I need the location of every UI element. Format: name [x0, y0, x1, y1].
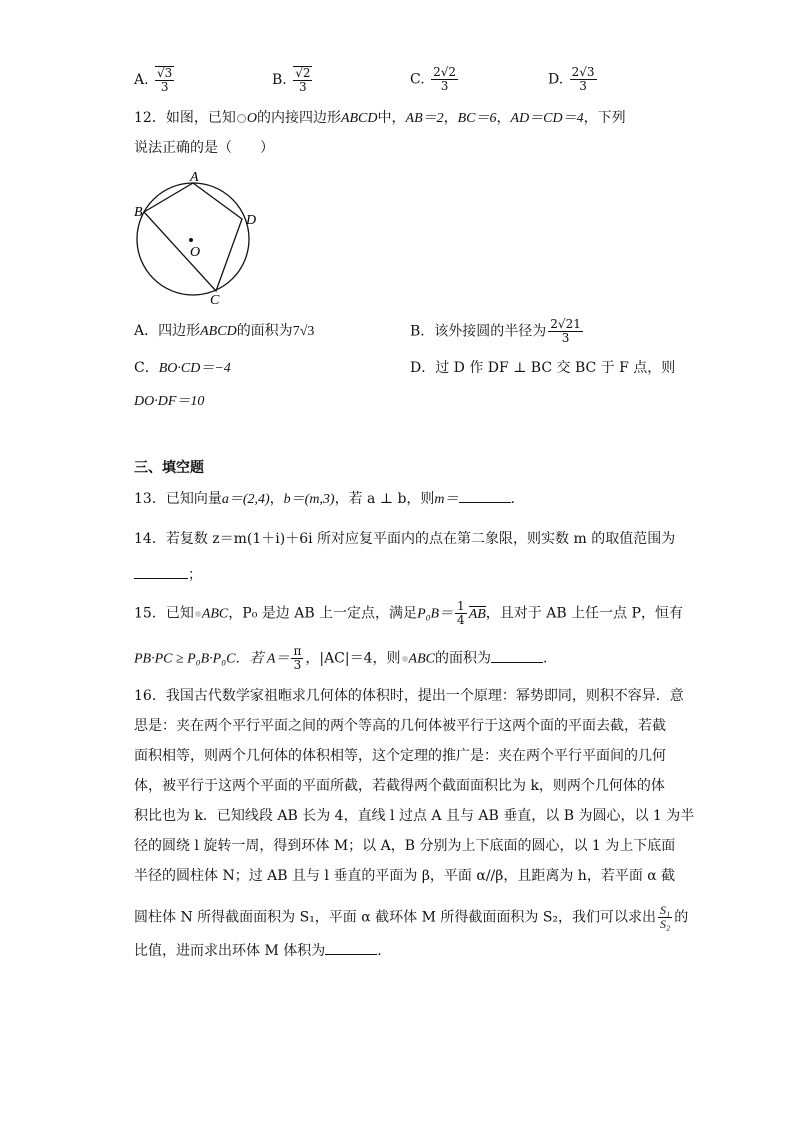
q15-line2: PB·PC ≥ P₀B·P₀C．若 A＝ $\frac{\pi}{3}$ ，|AC|＝4，则 ABC的面积为 .: [134, 644, 548, 673]
q12-option-d-line2: DO·DF＝10: [134, 394, 205, 409]
q14-line2: ；: [134, 566, 202, 584]
section-title: 三、填空题: [134, 460, 204, 476]
q12-option-b: B．该外接圆的半径为 $\frac{2√21}{3}$: [410, 317, 581, 346]
q12-option-a: A．四边形ABCD的面积为7√3: [134, 323, 315, 339]
answer-blank[interactable]: [491, 650, 543, 663]
circle-symbol-icon: [237, 114, 246, 123]
q13: 13．已知向量a＝(2,4)，b＝(m,3)，若 a ⊥ b，则m＝ .: [134, 491, 515, 507]
label-d: D: [246, 213, 257, 228]
q11-option-d: D. $\frac{2√3}{3}$: [548, 65, 595, 94]
q12-option-d-line1: D．过 D 作 DF ⊥ BC 交 BC 于 F 点，则: [410, 360, 676, 376]
q12-line1: 12．如图，已知 O的内接四边形ABCD中，AB＝2，BC＝6，AD＝CD＝4，下列: [134, 110, 626, 126]
q12-option-b-fraction: $\frac{2√21}{3}$: [550, 317, 581, 346]
q15-line1: 15．已知 ABC，P₀ 是边 AB 上一定点，满足P₀B＝ $\frac{1}{4}$ AB，且对于 AB 上任一点 P，恒有: [134, 599, 683, 628]
triangle-symbol-icon: [402, 656, 408, 662]
label-o: O: [190, 245, 201, 260]
answer-blank[interactable]: [134, 566, 188, 579]
q15-pi-fraction: $\frac{\pi}{3}$: [293, 644, 302, 673]
q14-line1: 14．若复数 z＝m(1＋i)＋6i 所对应复平面内的点在第二象限，则实数 m 的取值范围为: [134, 531, 676, 547]
answer-blank[interactable]: [459, 490, 511, 503]
quadrilateral-abcd: [144, 183, 242, 291]
q16-line2: 思是：夹在两个平行平面之间的两个等高的几何体被平行于这两个面的平面去截，若截: [134, 718, 666, 734]
q12-line2: 说法正确的是（ ）: [134, 140, 274, 156]
label-b: B: [134, 205, 143, 220]
circumcircle: [137, 183, 249, 295]
center-point: [189, 238, 193, 242]
q11-option-d-fraction: $\frac{2√3}{3}$: [571, 65, 595, 94]
q11-option-b: B. $\frac{√2}{3}$: [272, 66, 311, 95]
q11-option-b-fraction: $\frac{√2}{3}$: [295, 66, 311, 95]
q16-line8: 圆柱体 N 所得截面面积为 S₁，平面 α 截环体 M 所得截面面积为 S₂，我们可以求出 $\frac{\text{S₁}}{\text{S₂}}$ 的: [134, 903, 689, 932]
q11-option-a: A. $\frac{√3}{3}$: [134, 66, 173, 95]
q16-line9: 比值，进而求出环体 M 体积为 .: [134, 943, 382, 959]
q12-option-c: C．BO·CD＝−4: [134, 360, 231, 376]
q16-line1: 16．我国古代数学家祖暅求几何体的体积时，提出一个原理：幂势即同，则积不容异．意: [134, 688, 684, 704]
label-a: A: [190, 170, 199, 185]
q11-option-a-fraction: $\frac{√3}{3}$: [157, 66, 173, 95]
q16-s1-s2-fraction: $\frac{\text{S₁}}{\text{S₂}}$: [660, 903, 671, 932]
q11-option-c-fraction: $\frac{2√2}{3}$: [433, 65, 457, 94]
triangle-symbol-icon: [195, 611, 201, 617]
label-c: C: [210, 293, 220, 308]
q12-circle-figure: [128, 168, 268, 308]
q16-line4: 体，被平行于这两个平面的平面所截，若截得两个截面面积比为 k，则两个几何体的体: [134, 778, 665, 794]
q15-quarter-fraction: $\frac{1}{4}$: [457, 599, 465, 628]
q16-line7: 半径的圆柱体 N；过 AB 且与 l 垂直的平面为 β，平面 α//β，且距离为 h，若平面 α 截: [134, 868, 676, 884]
q16-line3: 面积相等，则两个几何体的体积相等，这个定理的推广是：夹在两个平行平面间的几何: [134, 748, 666, 764]
answer-blank[interactable]: [325, 942, 377, 955]
q11-option-c: C. $\frac{2√2}{3}$: [410, 65, 457, 94]
q16-line6: 径的圆绕 l 旋转一周，得到环体 M；以 A，B 分别为上下底面的圆心，以 1 为上下底面: [134, 838, 676, 854]
q16-line5: 积比也为 k．已知线段 AB 长为 4，直线 l 过点 A 且与 AB 垂直，以 B 为圆心，以 1 为半: [134, 808, 695, 824]
